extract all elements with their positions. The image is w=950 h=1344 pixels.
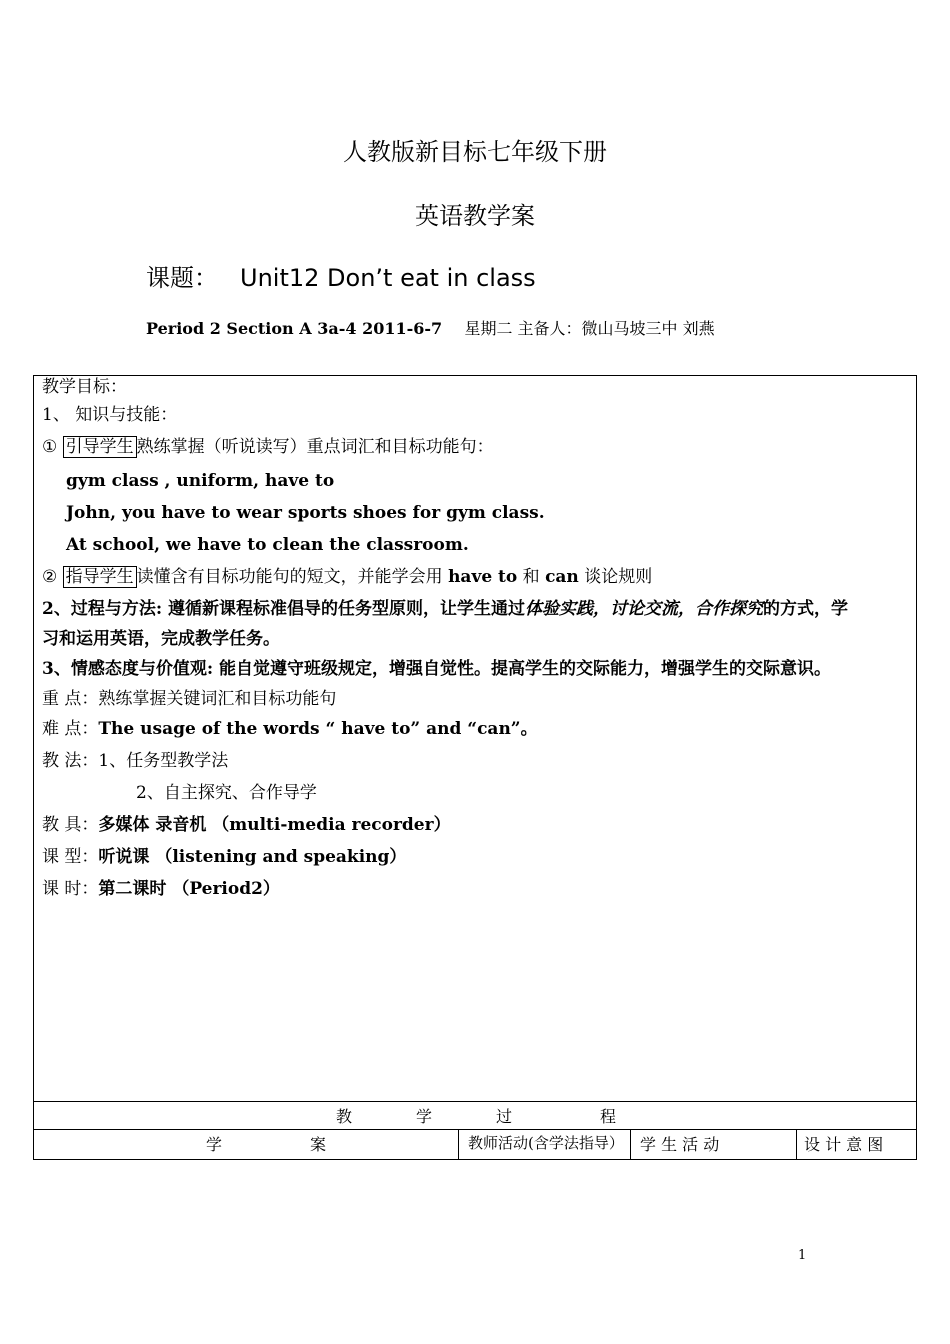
diff-label: 难 点： xyxy=(42,719,99,739)
topic-text: Unit12 Don’t eat in class xyxy=(240,264,536,292)
method-2: 2、自主探究、合作导学 xyxy=(136,783,317,803)
time-text: 第二课时 （Period2） xyxy=(98,879,280,899)
col-header-study-plan-b: 案 xyxy=(310,1135,327,1154)
process-char-2: 学 xyxy=(416,1107,433,1126)
column-divider xyxy=(796,1129,797,1160)
sentence-1: John, you have to wear sports shoes for gym class. xyxy=(66,503,545,523)
key-text: 熟练掌握关键词汇和目标功能句 xyxy=(98,689,337,709)
method-1: 1、任务型教学法 xyxy=(98,751,229,771)
col-header-student-activity: 学 生 活 动 xyxy=(640,1135,720,1154)
goal-item-1-text: 熟练掌握（听说读写）重点词汇和目标功能句： xyxy=(136,437,494,457)
tool-text: 多媒体 录音机 （multi-media recorder） xyxy=(98,815,451,835)
topic-label: 课题： xyxy=(146,264,218,292)
document-subtitle: 英语教学案 xyxy=(415,202,535,230)
type-label: 课 型： xyxy=(42,847,99,867)
method-label: 教 法： xyxy=(42,751,99,771)
process-method-a: 2、过程与方法: 遵循新课程标准倡导的任务型原则，让学生通过 xyxy=(42,599,526,619)
process-row xyxy=(34,1101,916,1129)
tool-label: 教 具： xyxy=(42,815,99,835)
vocab-line: gym class , uniform, have to xyxy=(66,471,335,491)
column-divider xyxy=(630,1129,631,1160)
table-divider xyxy=(34,1129,916,1130)
time-label: 课 时： xyxy=(42,879,99,899)
process-char-3: 过 xyxy=(496,1107,513,1126)
goal-item-2-text-d: can xyxy=(545,567,579,587)
page-number: 1 xyxy=(798,1248,807,1263)
period-en: Period 2 Section A 3a-4 2011-6-7 xyxy=(146,319,443,338)
process-method-cont: 习和运用英语，完成教学任务。 xyxy=(42,629,280,649)
sentence-2: At school, we have to clean the classroom. xyxy=(66,535,469,555)
circled-one: ① xyxy=(42,437,58,457)
process-method-italic: 体验实践，讨论交流，合作探究 xyxy=(525,599,764,619)
teaching-method xyxy=(42,750,228,772)
type-text: 听说课 （listening and speaking） xyxy=(98,847,407,867)
boxed-guide-students: 引导学生 xyxy=(63,436,137,458)
key-point xyxy=(42,688,336,710)
col-header-design-intent: 设 计 意 图 xyxy=(804,1135,884,1154)
boxed-instruct-students: 指导学生 xyxy=(63,566,137,588)
process-method-b: 的方式，学 xyxy=(763,599,849,619)
process-method-line xyxy=(42,598,848,620)
difficult-point xyxy=(42,718,538,740)
lesson-plan-table xyxy=(33,375,917,1160)
lesson-topic xyxy=(146,258,536,293)
teaching-tools xyxy=(42,814,451,836)
goal-item-2-text-b: have to xyxy=(448,567,518,587)
process-char-1: 教 xyxy=(336,1107,353,1126)
attitude-line: 3、情感态度与价值观: 能自觉遵守班级规定，增强自觉性。提高学生的交际能力，增强学生的交际意识。 xyxy=(42,659,832,679)
period-line xyxy=(146,316,715,339)
diff-text: The usage of the words “ have to” and “can”。 xyxy=(98,719,538,739)
col-header-study-plan-a: 学 xyxy=(206,1135,223,1154)
column-divider xyxy=(458,1129,459,1160)
lesson-type xyxy=(42,846,406,868)
goal-item-2-text-a: 读懂含有目标功能句的短文，并能学会用 xyxy=(136,567,449,587)
process-char-4: 程 xyxy=(600,1107,617,1126)
goal-item-2-text-c: 和 xyxy=(517,567,546,587)
goal-item-1 xyxy=(42,436,494,458)
circled-two: ② xyxy=(42,567,58,587)
col-header-teacher-activity: 教师活动(含学法指导） xyxy=(468,1134,624,1152)
goal-heading: 教学目标： xyxy=(42,377,127,397)
period-cn: 星期二 主备人：微山马坡三中 刘燕 xyxy=(464,319,715,338)
goal-item-2 xyxy=(42,566,652,588)
document-title: 人教版新目标七年级下册 xyxy=(343,138,607,166)
lesson-time xyxy=(42,878,280,900)
key-label: 重 点： xyxy=(42,689,99,709)
goal-item-2-text-e: 谈论规则 xyxy=(578,567,653,587)
knowledge-heading: 1、 知识与技能： xyxy=(42,405,178,425)
